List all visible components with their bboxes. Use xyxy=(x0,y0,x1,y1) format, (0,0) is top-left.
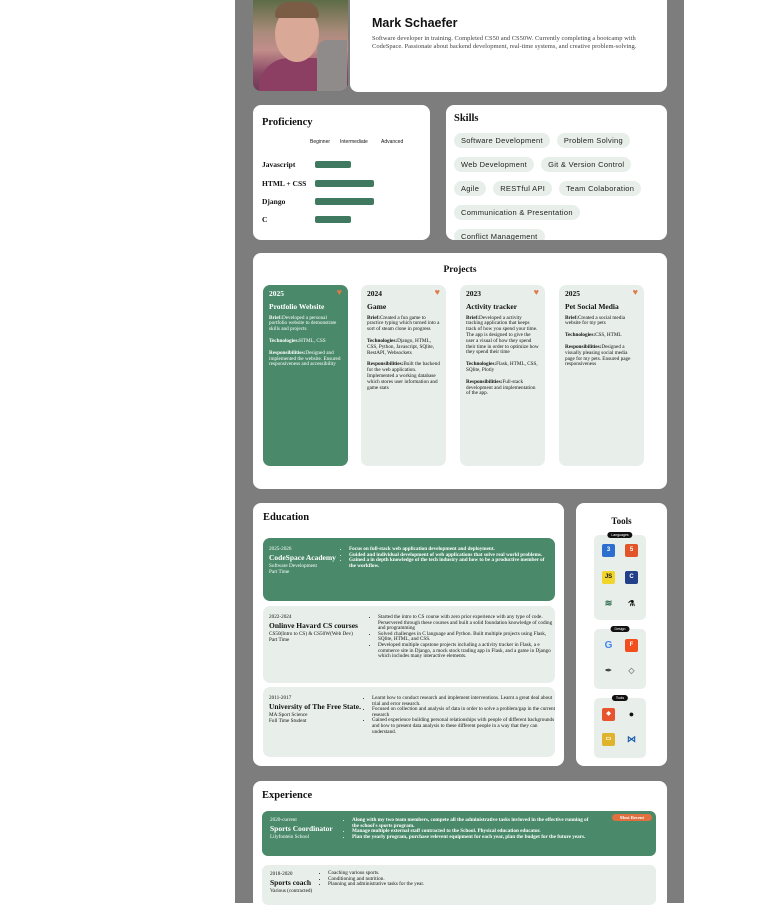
proficiency-bar-html-css xyxy=(315,180,374,187)
vscode-icon: ⋈ xyxy=(627,734,636,744)
tool-group-label: Design xyxy=(611,626,630,632)
skill-chip: Web Development xyxy=(454,157,534,172)
education-points: • Focus on full-stack web application development and deployment. • Guided and individual development of web applications that solve real world problems. • Gained a in depth knowledge of the tech industry and how to be a productive member of the workflow. xyxy=(341,547,549,569)
projects-card xyxy=(253,253,667,489)
project-brief: Developed a personal portfolio website to demonstrate skills and projects xyxy=(269,314,337,333)
project-year: 2024 xyxy=(367,289,382,298)
level-advanced: Advanced xyxy=(381,139,404,145)
education-mode: Part Time xyxy=(269,637,290,643)
html5-icon: 5 xyxy=(625,544,638,557)
skill-chip: Communication & Presentation xyxy=(454,205,580,220)
tool-group-design xyxy=(594,629,646,689)
education-row-codespace[interactable] xyxy=(263,538,555,601)
experience-points: • Along with my two team members, compete all the administrative tasks invloved in the effective running of the school's sports program. • Manage multiple external staff contracted to the School. Physical education educator. • Plan the yearly program, purchase relevent equipment for each year, plan the budget for the future years. xyxy=(344,818,596,840)
education-points: • Started the intro to CS course with zero prior experience with any type of code. Perservered through these courses and built a solid foundation knowledge of coding and programming • Solved challenges in C language and Python. Built multiple projects using Flask, SQlite, HTML, and CSS. • Developed multiple capstone projects including a activity tracker in Flask, a e commerce site in Django, a mock stock trading app in Flask, and a game in Django which includes many interactive elements. xyxy=(370,615,558,660)
project-brief: Created a fun game to practice typing which turned into a sort of steam clone in progress xyxy=(367,314,440,333)
project-resp: Designed and implemented the website. Ensured responsiveness and accessibility xyxy=(269,349,341,368)
profile-bio: Software developer in training. Completed CS50 and CS50W. Currently completing a bootcamp with CodeSpace. Passionate about backend development, real-time systems, and creative problem-solving. xyxy=(372,35,637,50)
python-icon: ≋ xyxy=(604,598,613,608)
heart-icon[interactable]: ♥ xyxy=(434,287,440,297)
project-brief: Developed a activity tracking application that keeps track of how you spend your time. The app is designed to give the user a visual of how they spend their time in order to optimize how they spend their time xyxy=(466,314,539,356)
tools-card xyxy=(576,503,667,766)
education-points: • Learnt how to conduct research and implement interventions. Learnt a great deal about trial and error research. • Focused on collection and analysis of data in order to solve a problem/gap in the current research • Gained experience building personal relationships with people of different backgrounds and how to present data analysis to these different people in a way that they can understand. xyxy=(364,696,558,735)
tool-group-label: Languages xyxy=(607,532,632,538)
proficiency-bar-django xyxy=(315,198,374,205)
skill-chip: RESTful API xyxy=(493,181,552,196)
proficiency-label-javascript: Javascript xyxy=(262,160,296,169)
education-card xyxy=(253,503,564,766)
project-name: Game xyxy=(367,301,387,311)
education-years: 2022-2024 xyxy=(269,614,292,620)
css3-icon: 3 xyxy=(602,544,615,557)
education-row-ufs[interactable] xyxy=(263,687,555,757)
inkscape-icon: ✒ xyxy=(605,666,612,675)
profile-photo xyxy=(253,0,348,91)
education-course: CS50(Intro to CS) & CS50W(Web Dev) xyxy=(269,630,353,637)
heart-icon[interactable]: ♥ xyxy=(336,287,342,297)
skill-chip: Conflict Management xyxy=(454,229,545,240)
c-language-icon: C xyxy=(625,571,638,584)
javascript-icon: JS xyxy=(602,571,615,584)
project-resp: Full-stack development and implementation of the app. xyxy=(466,378,536,397)
skills-title: Skills xyxy=(454,113,479,124)
education-mode: Part Time xyxy=(269,569,290,575)
project-tech: HTML, CSS xyxy=(299,337,326,344)
project-card-game[interactable]: ♥ 2024 Game Brief:Created a fun game to practice typing which turned into a sort of steam clone in progress Technologies:Django, HTML, CSS, Python, Javascript, SQlite, RestAPI, Websockets Responsibilities:Built the backend for the web application. Implemented a working database which stores user information and game stats xyxy=(361,285,446,466)
experience-role: Sports coach xyxy=(270,877,312,887)
github-icon: ● xyxy=(628,709,635,719)
proficiency-bar-c xyxy=(315,216,351,223)
most-recent-badge: Most Recent xyxy=(612,814,652,821)
projects-title: Projects xyxy=(443,265,477,275)
level-beginner: Beginner xyxy=(310,139,331,145)
sketch-icon: ◇ xyxy=(628,666,635,675)
project-year: 2025 xyxy=(269,289,284,298)
google-icon: G xyxy=(604,640,613,651)
skills-card xyxy=(446,105,667,240)
proficiency-label-html-css: HTML + CSS xyxy=(262,179,307,188)
proficiency-label-django: Django xyxy=(262,197,286,206)
project-tech: CSS, HTML xyxy=(595,332,622,339)
project-resp: Built the backend for the web application. Implemented a working database which stores user information and game stats xyxy=(367,361,440,391)
heart-icon[interactable]: ♥ xyxy=(632,287,638,297)
project-name: Pet Social Media xyxy=(565,301,619,311)
experience-points: • Coaching various sports. • Conditioning and nutrition. • Planning and administrative tasks for the year. xyxy=(320,871,528,888)
project-card-activity-tracker[interactable]: ♥ 2023 Activity tracker Brief:Developed a activity tracking application that keeps track of how you spend your time. The app is designed to give the user a visual of how they spend their time in order to optimize how they spend their time Technologies:Flask, HTML, CSS, SQlite, Plotly Responsibilities:Full-stack development and implementation of the app. xyxy=(460,285,545,466)
education-years: 2011-2017 xyxy=(269,695,292,701)
experience-years: 2020-current xyxy=(270,817,297,823)
project-brief: Created a social media website for my pets xyxy=(565,314,626,327)
project-tech: Django, HTML, CSS, Python, Javascript, SQlite, RestAPI, Websockets xyxy=(367,337,435,356)
experience-years: 2018-2020 xyxy=(270,871,293,877)
flask-icon: ⚗ xyxy=(627,599,636,608)
education-course: MA:Sport Science xyxy=(269,711,308,718)
figma-icon: F xyxy=(625,639,638,652)
proficiency-label-c: C xyxy=(262,215,268,224)
skill-chip: Team Colaboration xyxy=(559,181,641,196)
skill-chip: Software Development xyxy=(454,133,550,148)
education-course: Software Development xyxy=(269,562,317,569)
tool-group-languages xyxy=(594,535,646,620)
education-school: University of The Free State. xyxy=(269,701,361,711)
skill-chip: Git & Version Control xyxy=(541,157,631,172)
experience-row-sports-coordinator[interactable] xyxy=(262,811,656,856)
tools-title: Tools xyxy=(611,516,632,526)
tool-group-label: Tools xyxy=(612,695,628,701)
experience-role: Sports Coordinator xyxy=(270,823,333,833)
proficiency-bar-javascript xyxy=(315,161,351,168)
experience-card xyxy=(253,781,667,921)
heart-icon[interactable]: ♥ xyxy=(533,287,539,297)
project-resp: Designed a visually pleasing social media page for my pets. Ensured page responsiveness xyxy=(565,343,631,368)
education-school: Onlinve Havard CS courses xyxy=(269,620,358,630)
project-tech: Flask, HTML, CSS, SQlite, Plotly xyxy=(466,361,538,373)
experience-title: Experience xyxy=(262,790,313,801)
project-card-portfolio[interactable]: ♥ 2025 Protfolio Website Brief:Developed a personal portfolio website to demonstrate skills and projects Technologies:HTML, CSS Responsibilities:Designed and implemented the website. Ensured responsiveness and accessibility xyxy=(263,285,348,466)
profile-header-card xyxy=(350,0,667,92)
experience-org: Lilyfontein School xyxy=(270,833,310,840)
experience-org: Various (contracted) xyxy=(270,887,313,894)
level-intermediate: Intermediate xyxy=(340,139,368,145)
tool-group-tools xyxy=(594,698,646,758)
sqlite-icon: ▭ xyxy=(602,733,615,746)
skill-chip: Problem Solving xyxy=(557,133,630,148)
education-mode: Full Time Student xyxy=(269,718,307,724)
education-row-harvard[interactable] xyxy=(263,606,555,683)
education-title: Education xyxy=(263,512,310,523)
git-icon: ◆ xyxy=(602,708,615,721)
skill-chip: Agile xyxy=(454,181,486,196)
skills-chips xyxy=(454,130,659,240)
project-year: 2025 xyxy=(565,289,580,298)
education-years: 2025-2026 xyxy=(269,546,292,552)
project-name: Protfolio Website xyxy=(269,301,325,311)
experience-row-sports-coach[interactable] xyxy=(262,865,656,905)
proficiency-title: Proficiency xyxy=(262,117,313,128)
education-school: CodeSpace Academy xyxy=(269,552,336,562)
project-card-pet-social-media[interactable]: ♥ 2025 Pet Social Media Brief:Created a social media website for my pets Technologies:CSS, HTML Responsibilities:Designed a visually pleasing social media page for my pets. Ensured page responsiveness xyxy=(559,285,644,466)
profile-name: Mark Schaefer xyxy=(372,16,458,30)
proficiency-card xyxy=(253,105,430,240)
project-year: 2023 xyxy=(466,289,481,298)
project-name: Activity tracker xyxy=(466,301,518,311)
